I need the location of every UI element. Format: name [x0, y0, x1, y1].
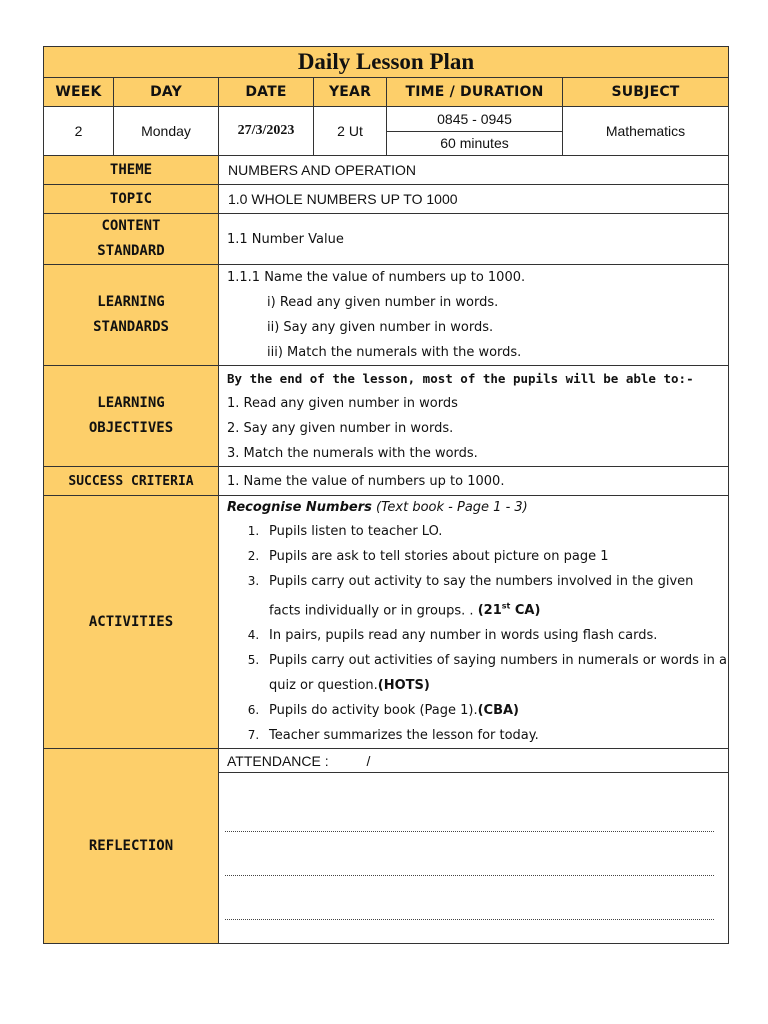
topic-value: 1.0 WHOLE NUMBERS UP TO 1000 — [219, 185, 729, 214]
activity-item: 5. Pupils carry out activities of saying numbers in numerals or words in a quiz or question.(HOTS) — [263, 648, 728, 698]
activity-item: 7. Teacher summarizes the lesson for today. — [263, 723, 728, 748]
activity-item: 2. Pupils are ask to tell stories about picture on page 1 — [263, 544, 728, 569]
topic-label: TOPIC — [44, 185, 219, 214]
success-criteria-value: 1. Name the value of numbers up to 1000. — [219, 467, 729, 496]
content-standard-value: 1.1 Number Value — [219, 214, 729, 265]
activities-heading-line — [219, 496, 728, 519]
content-standard-label-line1: CONTENT — [101, 218, 161, 234]
activity-item: 1. Pupils listen to teacher LO. — [263, 519, 728, 544]
tag-21ca-open: ( — [477, 603, 484, 619]
learning-standards-label-line2: STANDARDS — [93, 319, 169, 335]
theme-label: THEME — [44, 156, 219, 185]
subject-value: Mathematics — [563, 107, 729, 156]
learning-standards-label-line1: LEARNING — [97, 294, 165, 310]
header-year: YEAR — [314, 78, 387, 107]
success-criteria-label: SUCCESS CRITERIA — [44, 467, 219, 496]
learning-objectives-label — [44, 366, 219, 467]
activities-label: ACTIVITIES — [44, 496, 219, 749]
learning-standard-line: iii) Match the numerals with the words. — [267, 345, 522, 360]
tag-hots: (HOTS) — [377, 678, 430, 694]
header-time-duration: TIME / DURATION — [387, 78, 563, 107]
year-value: 2 Ut — [314, 107, 387, 156]
tag-21ca-num: 21 — [483, 603, 502, 619]
learning-objectives-label-line2: OBJECTIVES — [88, 420, 174, 436]
lesson-plan-table — [43, 46, 729, 944]
learning-standard-line: i) Read any given number in words. — [267, 295, 499, 310]
header-week: WEEK — [44, 78, 114, 107]
learning-standard-line: ii) Say any given number in words. — [267, 320, 494, 335]
activity-item: 6. Pupils do activity book (Page 1).(CBA) — [263, 698, 728, 723]
reflection-dotted-line — [225, 918, 714, 920]
learning-objectives-content — [219, 366, 729, 467]
duration-value: 60 minutes — [387, 131, 563, 156]
reflection-label: REFLECTION — [44, 749, 219, 944]
day-value: Monday — [114, 107, 219, 156]
content-standard-label-line2: STANDARD — [97, 243, 165, 259]
week-value: 2 — [44, 107, 114, 156]
learning-objective-line: 2. Say any given number in words. — [227, 421, 454, 436]
time-value: 0845 - 0945 — [387, 107, 563, 132]
tag-21ca-end: CA) — [514, 603, 541, 619]
activity-item: 4. In pairs, pupils read any number in words using flash cards. — [263, 623, 728, 648]
header-subject: SUBJECT — [563, 78, 729, 107]
header-day: DAY — [114, 78, 219, 107]
theme-value: NUMBERS AND OPERATION — [219, 156, 729, 185]
activities-heading-ref: (Text book - Page 1 - 3) — [376, 500, 528, 515]
learning-standard-line: 1.1.1 Name the value of numbers up to 1000. — [227, 270, 526, 285]
activities-content — [219, 496, 729, 749]
tag-21ca-sup: st — [501, 602, 511, 611]
attendance-label: ATTENDANCE : — [227, 752, 329, 769]
content-standard-label — [44, 214, 219, 265]
tag-cba: (CBA) — [477, 703, 519, 719]
activities-heading: Recognise Numbers — [227, 500, 372, 515]
learning-objectives-label-line1: LEARNING — [97, 395, 165, 411]
page-title: Daily Lesson Plan — [44, 47, 729, 78]
learning-standards-label — [44, 265, 219, 366]
attendance-separator: / — [366, 752, 371, 769]
activities-list — [219, 519, 728, 748]
date-value: 27/3/2023 — [219, 107, 314, 156]
learning-objectives-intro: By the end of the lesson, most of the pupils will be able to:- — [227, 371, 694, 386]
learning-objective-line: 1. Read any given number in words — [227, 396, 458, 411]
header-date: DATE — [219, 78, 314, 107]
learning-standards-content — [219, 265, 729, 366]
reflection-notes-area — [219, 773, 729, 944]
learning-objective-line: 3. Match the numerals with the words. — [227, 446, 478, 461]
activity-item: 3. Pupils carry out activity to say the numbers involved in the given facts individually or in groups. . (21st CA) — [263, 569, 728, 623]
attendance-row — [219, 749, 729, 773]
